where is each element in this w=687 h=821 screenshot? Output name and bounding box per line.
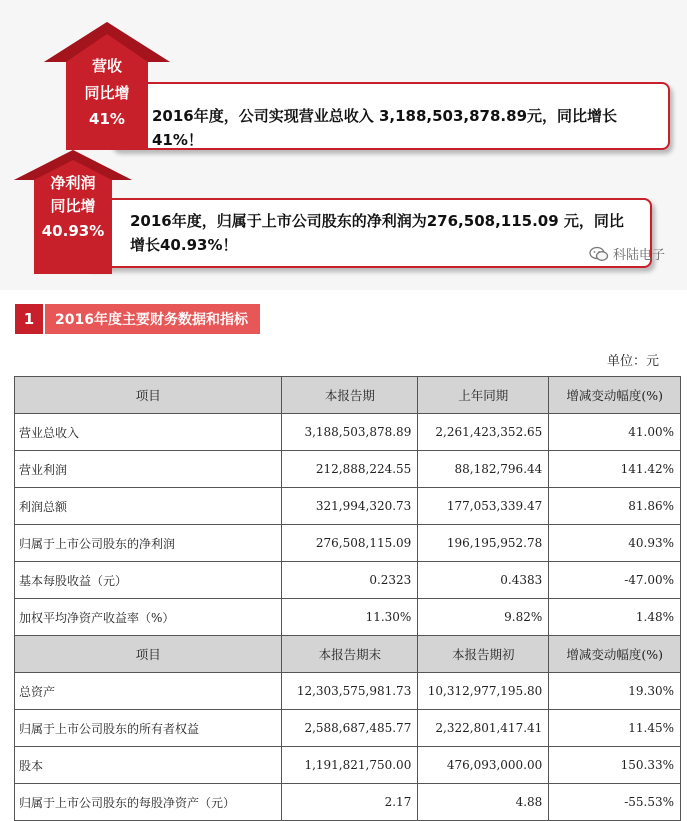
net-profit-callout-line2: 增长40.93%！ xyxy=(130,236,238,254)
row-label: 归属于上市公司股东的每股净资产（元） xyxy=(15,784,282,821)
section-header xyxy=(15,304,260,334)
table-row xyxy=(15,710,681,747)
table-row xyxy=(15,525,681,562)
table-row xyxy=(15,784,681,821)
change-percent: 41.00% xyxy=(549,414,681,451)
row-label: 归属于上市公司股东的净利润 xyxy=(15,525,282,562)
current-value: 276,508,115.09 xyxy=(282,525,418,562)
watermark-text: 科陆电子 xyxy=(612,248,665,263)
net-profit-arrow-line2: 同比增 xyxy=(50,197,96,215)
period-end-value: 2,588,687,485.77 xyxy=(282,710,418,747)
change-percent: 81.86% xyxy=(549,488,681,525)
wechat-watermark xyxy=(589,244,665,263)
column-header: 项目 xyxy=(15,377,282,414)
revenue-callout xyxy=(110,82,670,150)
column-header: 项目 xyxy=(15,636,282,673)
period-end-value: 2.17 xyxy=(282,784,418,821)
table-row xyxy=(15,599,681,636)
table-header-row xyxy=(15,377,681,414)
change-percent: 40.93% xyxy=(549,525,681,562)
revenue-arrow-line2: 同比增 xyxy=(84,84,130,102)
row-label: 加权平均净资产收益率（%） xyxy=(15,599,282,636)
change-percent: 11.45% xyxy=(549,710,681,747)
current-value: 212,888,224.55 xyxy=(282,451,418,488)
period-end-value: 1,191,821,750.00 xyxy=(282,747,418,784)
change-percent: 1.48% xyxy=(549,599,681,636)
net-profit-callout-line1: 2016年度，归属于上市公司股东的净利润为276,508,115.09 元，同比 xyxy=(130,212,624,230)
prior-value: 0.4383 xyxy=(418,562,549,599)
change-percent: -55.53% xyxy=(549,784,681,821)
revenue-growth-arrow xyxy=(44,22,170,150)
table-row xyxy=(15,488,681,525)
prior-value: 88,182,796.44 xyxy=(418,451,549,488)
column-header: 本报告期初 xyxy=(418,636,549,673)
change-percent: 150.33% xyxy=(549,747,681,784)
financial-data-table xyxy=(14,376,681,821)
change-percent: 141.42% xyxy=(549,451,681,488)
table-row xyxy=(15,673,681,710)
prior-value: 9.82% xyxy=(418,599,549,636)
row-label: 总资产 xyxy=(15,673,282,710)
row-label: 营业总收入 xyxy=(15,414,282,451)
period-start-value: 10,312,977,195.80 xyxy=(418,673,549,710)
period-start-value: 476,093,000.00 xyxy=(418,747,549,784)
column-header: 上年同期 xyxy=(418,377,549,414)
row-label: 归属于上市公司股东的所有者权益 xyxy=(15,710,282,747)
current-value: 3,188,503,878.89 xyxy=(282,414,418,451)
net-profit-arrow-line3: 40.93% xyxy=(41,222,105,240)
prior-value: 196,195,952.78 xyxy=(418,525,549,562)
current-value: 11.30% xyxy=(282,599,418,636)
change-percent: -47.00% xyxy=(549,562,681,599)
row-label: 股本 xyxy=(15,747,282,784)
section-number: 1 xyxy=(15,304,43,334)
column-header: 本报告期 xyxy=(282,377,418,414)
net-profit-arrow-line1: 净利润 xyxy=(50,174,96,192)
column-header: 本报告期末 xyxy=(282,636,418,673)
period-start-value: 4.88 xyxy=(418,784,549,821)
row-label: 基本每股收益（元） xyxy=(15,562,282,599)
period-end-value: 12,303,575,981.73 xyxy=(282,673,418,710)
row-label: 利润总额 xyxy=(15,488,282,525)
wechat-icon xyxy=(589,246,609,262)
revenue-arrow-line3: 41% xyxy=(89,110,125,128)
row-label: 营业利润 xyxy=(15,451,282,488)
prior-value: 2,261,423,352.65 xyxy=(418,414,549,451)
column-header: 增减变动幅度(%) xyxy=(549,377,681,414)
table-row xyxy=(15,747,681,784)
table-row xyxy=(15,562,681,599)
change-percent: 19.30% xyxy=(549,673,681,710)
unit-label: 单位：元 xyxy=(606,354,659,369)
table-row xyxy=(15,414,681,451)
net-profit-callout xyxy=(82,198,652,268)
period-start-value: 2,322,801,417.41 xyxy=(418,710,549,747)
revenue-callout-text: 2016年度，公司实现营业总收入 3,188,503,878.89元，同比增长 41%！ xyxy=(152,107,618,149)
prior-value: 177,053,339.47 xyxy=(418,488,549,525)
revenue-arrow-line1: 营收 xyxy=(91,57,122,75)
table-row xyxy=(15,451,681,488)
current-value: 321,994,320.73 xyxy=(282,488,418,525)
current-value: 0.2323 xyxy=(282,562,418,599)
column-header: 增减变动幅度(%) xyxy=(549,636,681,673)
table-header-row xyxy=(15,636,681,673)
section-title: 2016年度主要财务数据和指标 xyxy=(45,304,260,334)
highlights-banner xyxy=(0,0,687,290)
net-profit-growth-arrow xyxy=(14,150,132,274)
